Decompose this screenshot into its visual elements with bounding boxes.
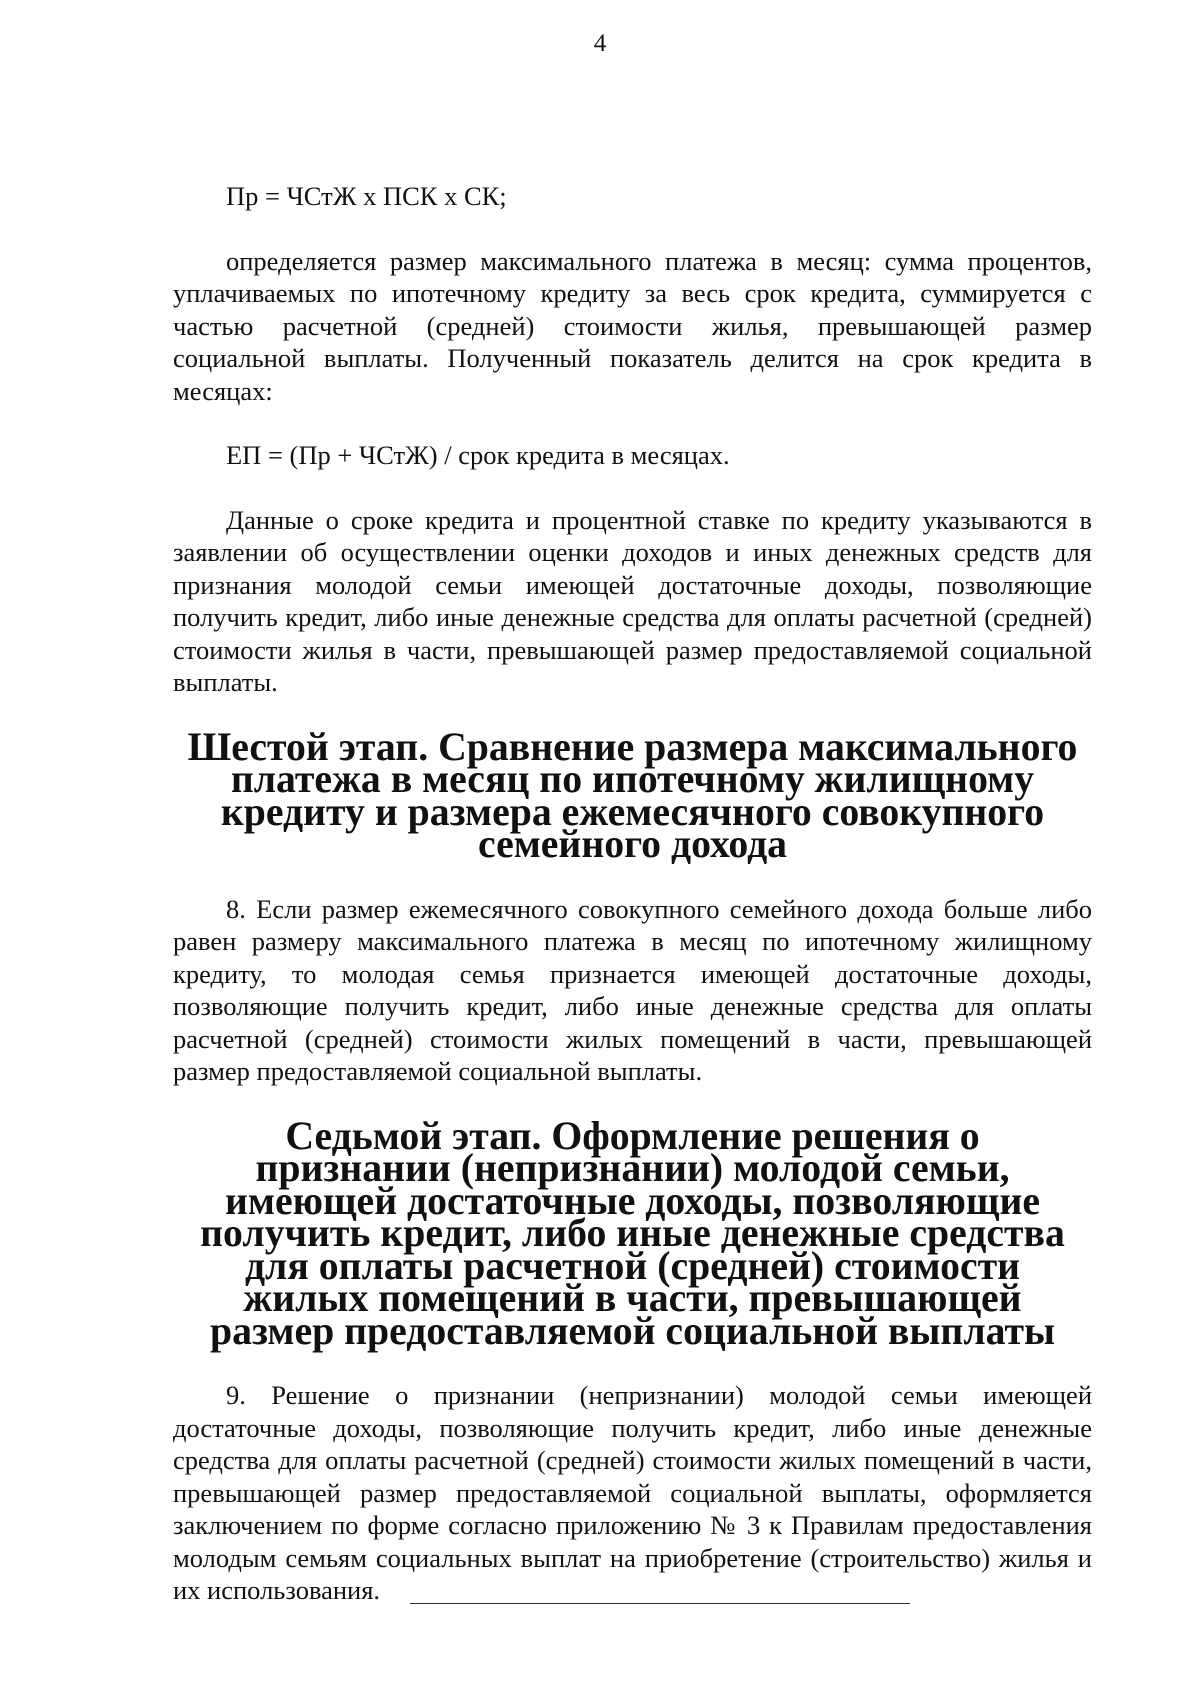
paragraph-9: 9. Решение о признании (непризнании) молодой семьи имеющей достаточные доходы, позволяющие получить кредит, либо иные денежные средства для оплаты расчетной (средней) стоимости жилых помещений в части, превышающей размер предоставляемой социальной выплаты, оформляется заключением по форме согласно приложению № 3 к Правилам предоставления молодым семьям социальных выплат на приобретение (строительство) жилья и их использования. [173,1380,1092,1605]
document-body [173,180,1092,1607]
formula-pr: Пр = ЧСтЖ х ПСК х СК; [226,181,507,211]
paragraph-credit-data: Данные о сроке кредита и процентной ставке по кредиту указываются в заявлении об осуществлении оценки доходов и иных денежных средств для признания молодой семьи имеющей достаточные доходы, позволяющие получить кредит, либо иные денежные средства для оплаты расчетной (средней) стоимости жилья в части, превышающей размер предоставляемой социальной выплаты. [173,504,1092,697]
paragraph-8: 8. Если размер ежемесячного совокупного семейного дохода больше либо равен размеру максимального платежа в месяц по ипотечному жилищному кредиту, то молодая семья признается имеющей достаточные доходы, позволяющие получить кредит, либо иные денежные средства для оплаты расчетной (средней) стоимости жилых помещений в части, превышающей размер предоставляемой социальной выплаты. [173,893,1092,1086]
heading-stage-7: Седьмой этап. Оформление решения о признании (непризнании) молодой семьи, имеющей достаточные доходы, позволяющие получить кредит, либо иные денежные средства для оплаты расчетной (средней) стоимости жилых помещений в части, превышающей размер предоставляемой социальной выплаты [200,1113,1065,1353]
heading-stage-6: Шестой этап. Сравнение размера максимального платежа в месяц по ипотечному жилищному кредиту и размера ежемесячного совокупного семейного дохода [187,724,1078,866]
paragraph-max-payment: определяется размер максимального платежа в месяц: сумма процентов, уплачиваемых по ипотечному кредиту за весь срок кредита, суммируется с частью расчетной (средней) стоимости жилья, превышающей размер социальной выплаты. Полученный показатель делится на срок кредита в месяцах: [173,245,1092,406]
formula-ep: ЕП = (Пр + ЧСтЖ) / срок кредита в месяцах. [226,440,730,470]
end-divider-line [410,1603,910,1604]
page-number: 4 [593,30,607,57]
